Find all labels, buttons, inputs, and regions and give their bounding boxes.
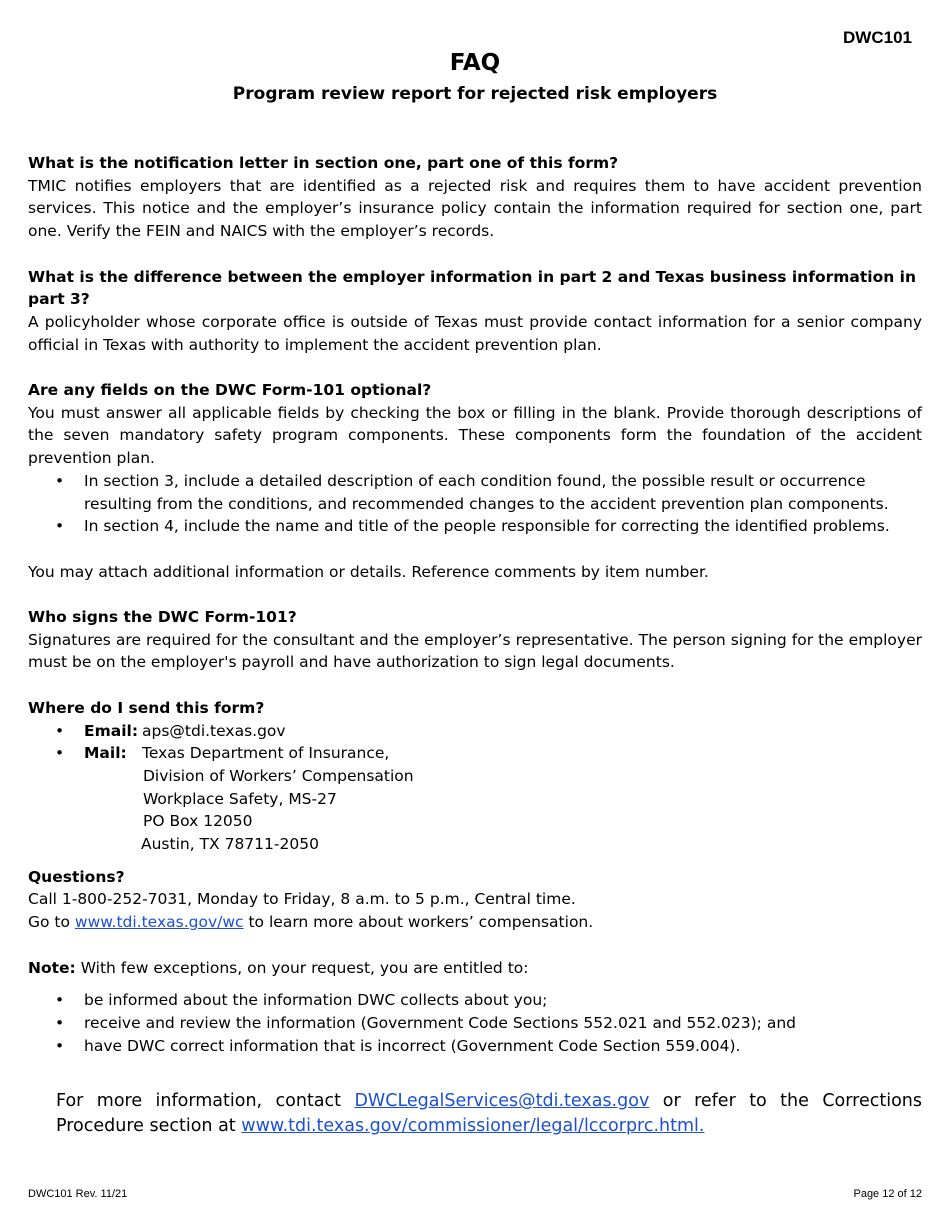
faq-question-questions: Questions? (28, 867, 125, 886)
faq-question-difference: What is the difference between the employer information in part 2 and Texas business information in part 3? (28, 267, 916, 309)
page-title: FAQ (449, 50, 501, 76)
phone-info: Call 1-800-252-7031, Monday to Friday, 8 a.m. to 5 p.m., Central time. (28, 890, 576, 909)
faq-answer-difference: A policyholder whose corporate office is outside of Texas must provide contact information for a senior company official in Texas with authority to implement the accident prevention plan. (28, 312, 922, 354)
faq-question-send: Where do I send this form? (28, 698, 265, 717)
list-item: • In section 4, include the name and title of the people responsible for correcting the identified problems. (55, 517, 890, 536)
page-subtitle: Program review report for rejected risk employers (232, 84, 718, 104)
corrections-procedure-link[interactable]: www.tdi.texas.gov/commissioner/legal/lccorprc.html. (241, 1116, 705, 1137)
more-info: For more information, contact DWCLegalServices@tdi.texas.gov or refer to the Corrections Procedure section at www.tdi.texas.gov/commissioner/legal/lccorprc.html. (56, 1091, 922, 1137)
faq-answer-signs: Signatures are required for the consultant and the employer’s representative. The person signing for the employer must be on the employer's payroll and have authorization to sign legal documents. (28, 630, 922, 672)
footer-page-number: Page 12 of 12 (853, 1188, 922, 1200)
email-address: aps@tdi.texas.gov (142, 721, 286, 740)
website-info: Go to www.tdi.texas.gov/wc to learn more about workers’ compensation. (28, 913, 594, 932)
faq-question-notification: What is the notification letter in section one, part one of this form? (28, 154, 619, 172)
faq-content (28, 152, 922, 1139)
list-item: • In section 3, include a detailed description of each condition found, the possible result or occurrence resulting from the conditions, and recommended changes to the accident prevention plan components. (55, 471, 889, 513)
legal-services-email-link[interactable]: DWCLegalServices@tdi.texas.gov (354, 1091, 650, 1112)
faq-answer-optional: You must answer all applicable fields by checking the box or filling in the blank. Provide thorough descriptions of the seven mandatory safety program components. These components form the foundation of the accident prevention plan. (28, 403, 922, 468)
faq-extra-note: You may attach additional information or details. Reference comments by item number. (28, 562, 709, 581)
list-item: • receive and review the information (Government Code Sections 552.021 and 552.023); and (55, 1013, 796, 1032)
faq-answer-notification: TMIC notifies employers that are identified as a rejected risk and requires them to have accident prevention services. This notice and the employer’s insurance policy contain the information required for section one, part one. Verify the FEIN and NAICS with the employer’s records. (28, 176, 922, 241)
faq-question-signs: Who signs the DWC Form-101? (28, 608, 297, 626)
list-item: • have DWC correct information that is incorrect (Government Code Section 559.004). (55, 1036, 741, 1055)
mail-item: • Mail: Texas Department of Insurance, (55, 744, 390, 763)
optional-bullet-list (28, 470, 922, 538)
wc-link[interactable]: www.tdi.texas.gov/wc (74, 913, 244, 932)
note-intro: Note: With few exceptions, on your request, you are entitled to: (28, 958, 529, 977)
email-item: • Email: aps@tdi.texas.gov (55, 721, 286, 740)
form-id: DWC101 (843, 28, 912, 47)
note-bullet-list (28, 989, 922, 1057)
footer-revision: DWC101 Rev. 11/21 (28, 1188, 128, 1200)
faq-question-optional: Are any fields on the DWC Form-101 optional? (28, 381, 432, 399)
send-list (28, 720, 922, 765)
mail-address: Division of Workers’ Compensation Workplace Safety, MS-27 PO Box 12050 Austin, TX 78711-2050 (141, 766, 414, 854)
list-item: • be informed about the information DWC collects about you; (55, 991, 548, 1010)
